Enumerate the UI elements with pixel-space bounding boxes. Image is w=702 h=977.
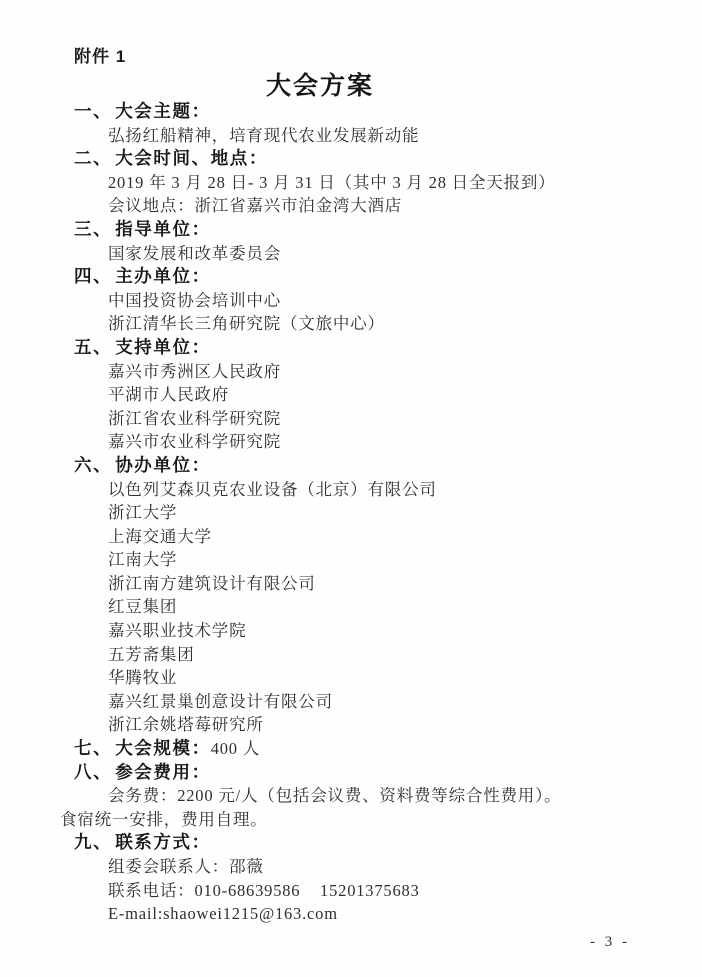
section-item: 中国投资协会培训中心 <box>108 290 281 310</box>
section-heading <box>74 737 660 761</box>
section-heading-text: 协办单位： <box>115 454 211 475</box>
section-item: 上海交通大学 <box>108 526 212 546</box>
contact-phone: 联系电话：010-68639586 15201375683 <box>108 880 420 900</box>
section-number: 三、 <box>74 218 113 239</box>
section-item: 浙江余姚塔莓研究所 <box>108 715 264 735</box>
contact-email: E-mail:shaowei1215@163.com <box>108 904 338 924</box>
section-item: 嘉兴职业技术学院 <box>108 621 247 641</box>
scale-value: 400 人 <box>210 739 261 759</box>
section-heading-text: 支持单位： <box>115 336 211 357</box>
section-heading-text: 联系方式： <box>115 832 211 853</box>
section-heading-text: 指导单位： <box>115 218 211 239</box>
contact-person: 组委会联系人：邵薇 <box>108 857 264 876</box>
section-heading-text: 大会主题： <box>115 101 211 121</box>
section-item: 会议地点：浙江省嘉兴市泊金湾大酒店 <box>108 196 403 216</box>
section-scale <box>74 737 660 761</box>
section-number: 六、 <box>74 454 113 475</box>
section-number: 八、 <box>74 761 113 782</box>
section-item: 国家发展和改革委员会 <box>108 243 281 263</box>
section-item: 浙江南方建筑设计有限公司 <box>108 573 316 593</box>
section-contact <box>74 831 660 925</box>
section-item-continuation: 食宿统一安排，费用自理。 <box>60 809 268 829</box>
section-heading-text: 大会时间、地点： <box>115 148 269 169</box>
page-number: - 3 - <box>590 934 630 950</box>
section-time-place <box>74 147 660 218</box>
section-item: 嘉兴红景巢创意设计有限公司 <box>108 691 333 711</box>
section-heading <box>74 100 660 124</box>
section-heading <box>74 454 660 478</box>
section-host-unit <box>74 265 660 336</box>
section-item: 华腾牧业 <box>108 668 178 688</box>
section-heading <box>74 147 660 171</box>
section-item: 嘉兴市秀洲区人民政府 <box>108 361 281 381</box>
attachment-label: 附件 1 <box>74 47 127 66</box>
section-item: 平湖市人民政府 <box>108 385 230 405</box>
section-coorganizer-unit <box>74 454 660 737</box>
document-body <box>60 100 660 926</box>
section-theme <box>74 100 660 147</box>
section-heading <box>74 831 660 855</box>
section-item: 弘扬红船精神，培育现代农业发展新动能 <box>108 125 420 145</box>
section-heading <box>74 336 660 360</box>
section-heading <box>74 218 660 242</box>
section-heading-text: 主办单位： <box>115 266 211 287</box>
section-item: 浙江省农业科学研究院 <box>108 408 281 428</box>
section-heading-text: 大会规模： <box>115 738 211 759</box>
section-heading <box>74 761 660 785</box>
section-heading-text: 参会费用： <box>115 761 211 782</box>
section-number: 一、 <box>74 101 113 121</box>
section-number: 二、 <box>74 148 113 169</box>
section-item: 以色列艾森贝克农业设备（北京）有限公司 <box>108 479 437 499</box>
section-item: 浙江清华长三角研究院（文旅中心） <box>108 314 385 334</box>
section-heading <box>74 265 660 289</box>
section-item: 浙江大学 <box>108 503 178 523</box>
section-number: 四、 <box>74 266 113 287</box>
section-item: 2019 年 3 月 28 日- 3 月 31 日（其中 3 月 28 日全天报到） <box>108 172 556 192</box>
section-item: 嘉兴市农业科学研究院 <box>108 432 281 452</box>
section-guidance-unit <box>74 218 660 265</box>
section-number: 九、 <box>74 832 113 853</box>
page-title: 大会方案 <box>265 72 374 100</box>
section-item: 红豆集团 <box>108 597 178 617</box>
section-support-unit <box>74 336 660 454</box>
section-fees <box>60 761 660 832</box>
section-item: 江南大学 <box>108 550 178 570</box>
section-number: 五、 <box>74 336 113 357</box>
section-item: 会务费：2200 元/人（包括会议费、资料费等综合性费用）。 <box>108 786 562 806</box>
section-number: 七、 <box>74 738 113 759</box>
section-item: 五芳斋集团 <box>108 644 195 664</box>
